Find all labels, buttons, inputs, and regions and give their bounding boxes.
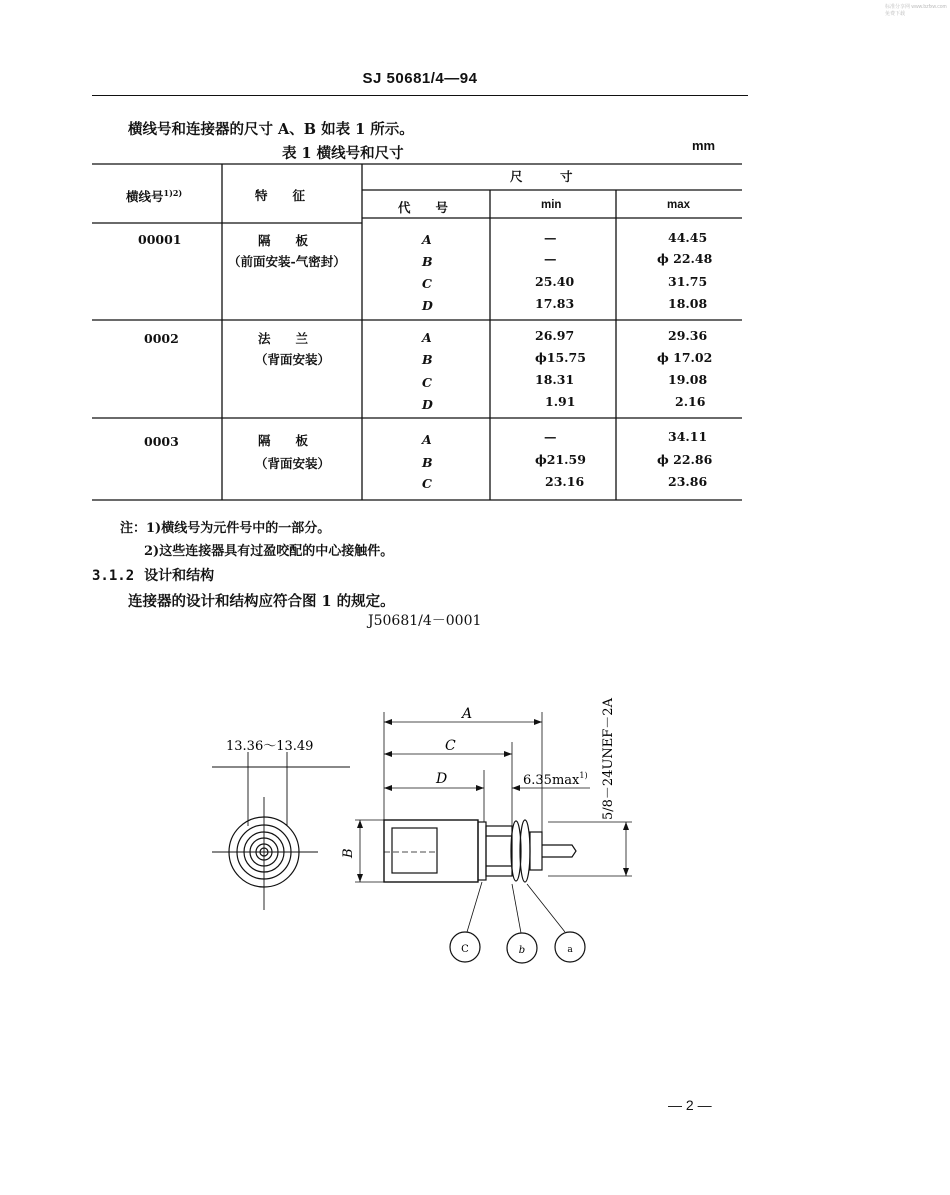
row-max: ϕ 22.48 xyxy=(657,251,713,266)
section-number: 3.1.2 xyxy=(92,568,135,584)
row-min: 18.31 xyxy=(535,372,575,387)
dim-b-label: B xyxy=(341,848,356,858)
dim-a-label: A xyxy=(462,706,473,722)
scan-watermark: 标准分享网 www.bzfxw.com 免费下载 xyxy=(885,4,947,17)
row-min: 26.97 xyxy=(535,328,575,343)
table-caption: 表 1 横线号和尺寸 xyxy=(282,145,404,162)
group-feature-sub: （前面安装-气密封） xyxy=(228,254,346,269)
row-min: 17.83 xyxy=(535,296,575,311)
row-code: A xyxy=(422,432,432,447)
row-code: C xyxy=(422,276,432,291)
section-title: 设计和结构 xyxy=(144,568,215,584)
figure-id: J50681/4－0001 xyxy=(368,613,482,629)
row-max: 2.16 xyxy=(675,394,706,409)
group-feature-sub: （背面安装） xyxy=(255,456,331,471)
group-feature-main: 隔 板 xyxy=(258,233,309,248)
side-view xyxy=(355,712,632,963)
row-code: D xyxy=(422,298,433,313)
row-code: D xyxy=(422,397,433,412)
header-max: max xyxy=(667,199,691,211)
row-max: ϕ 22.86 xyxy=(657,452,713,467)
dim-d-label: D xyxy=(436,771,448,787)
table-unit: mm xyxy=(692,138,716,153)
row-max: ϕ 17.02 xyxy=(657,350,713,365)
row-min: — xyxy=(544,251,557,266)
group-feature-main: 隔 板 xyxy=(258,433,309,448)
group-feature-sub: （背面安装） xyxy=(255,352,331,367)
row-min: — xyxy=(544,230,557,245)
group-feature-main: 法 兰 xyxy=(258,331,309,346)
dim-width-label: 13.36～13.49 xyxy=(226,739,314,754)
page-number: — 2 — xyxy=(668,1097,712,1113)
row-code: B xyxy=(422,352,433,367)
table-note-2: 2)这些连接器具有过盈咬配的中心接触件。 xyxy=(144,544,394,559)
header-code: 代 号 xyxy=(398,200,449,215)
dim-c-label: C xyxy=(445,738,456,754)
group-dash-no: 0002 xyxy=(144,331,179,346)
row-min: 23.16 xyxy=(545,474,585,489)
row-min: ϕ21.59 xyxy=(535,452,586,467)
header-min: min xyxy=(541,199,562,211)
row-max: 18.08 xyxy=(668,296,708,311)
header-dash-no: 横线号$^{1)2)}$ xyxy=(126,187,183,204)
row-min: — xyxy=(544,429,557,444)
section-text: 连接器的设计和结构应符合图 1 的规定。 xyxy=(128,593,395,610)
row-max: 44.45 xyxy=(668,230,708,245)
header-feature: 特 征 xyxy=(255,188,306,203)
callout-b: b xyxy=(518,945,526,956)
callout-a: a xyxy=(567,945,573,955)
group-dash-no: 0003 xyxy=(144,434,179,449)
row-code: B xyxy=(422,254,433,269)
dim-635-label: $6.35\max^{1)}$ xyxy=(523,771,588,788)
header-dimension: 尺 寸 xyxy=(510,169,573,184)
row-max: 19.08 xyxy=(668,372,708,387)
group-dash-no: 00001 xyxy=(138,232,182,247)
row-min: 25.40 xyxy=(535,274,575,289)
row-code: B xyxy=(422,455,433,470)
dimension-arrows xyxy=(357,719,629,882)
front-view xyxy=(212,752,350,910)
row-code: A xyxy=(422,330,432,345)
callout-c: C xyxy=(461,944,469,955)
table-note-1: 注：1)横线号为元件号中的一部分。 xyxy=(120,521,331,536)
row-code: C xyxy=(422,476,432,491)
row-min: 1.91 xyxy=(545,394,576,409)
row-code: C xyxy=(422,375,432,390)
standard-number-header: SJ 50681/4—94 xyxy=(362,70,478,87)
row-max: 34.11 xyxy=(668,429,708,444)
row-max: 23.86 xyxy=(668,474,708,489)
row-max: 29.36 xyxy=(668,328,708,343)
row-code: A xyxy=(422,232,432,247)
row-max: 31.75 xyxy=(668,274,708,289)
thread-label: 5/8－24UNEF－2A xyxy=(601,698,616,820)
row-min: ϕ15.75 xyxy=(535,350,586,365)
intro-text: 横线号和连接器的尺寸 A、B 如表 1 所示。 xyxy=(128,121,414,138)
